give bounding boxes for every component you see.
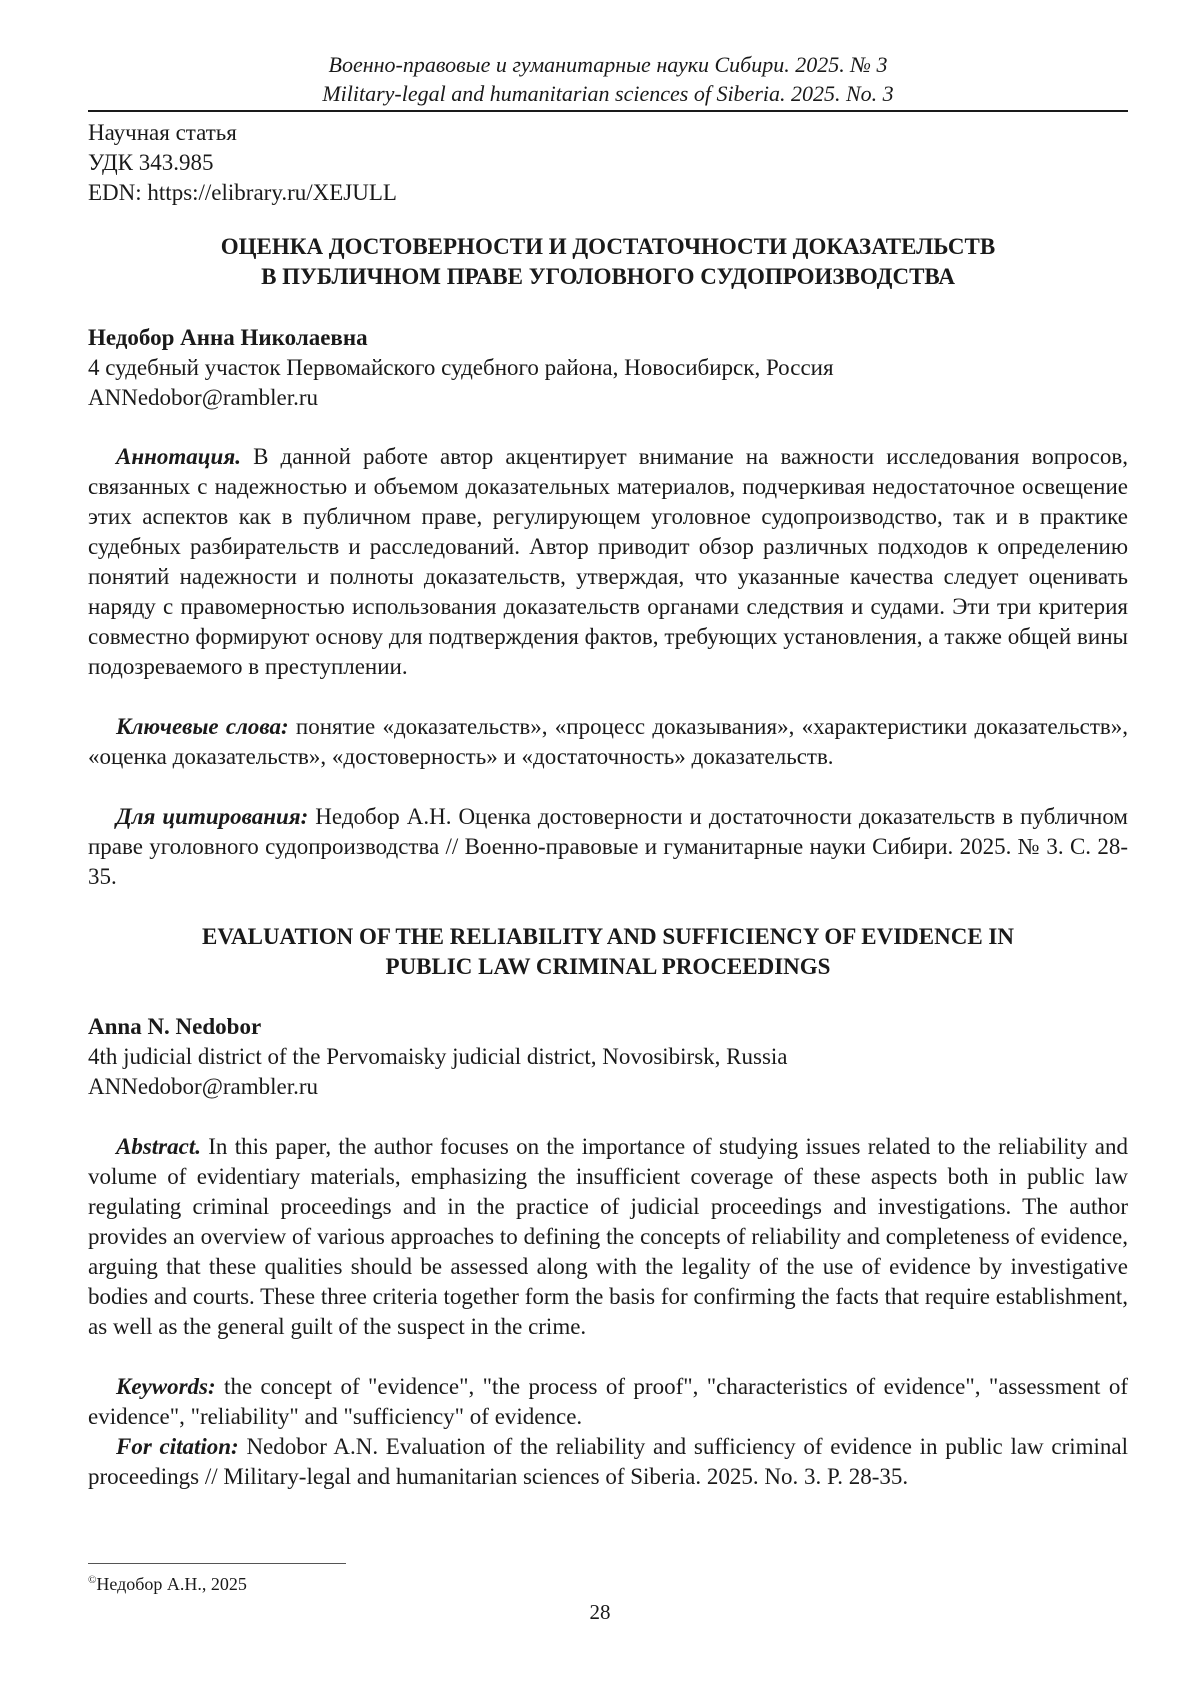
citation-text-ru: Недобор А.Н. Оценка достоверности и достаточности доказательств в публичном праве уголовного судопроизводства // Военно-правовые и гуманитарные науки Сибири. 2025. № 3. С. 28-35. [88, 804, 1128, 889]
abstract-text-ru: В данной работе автор акцентирует внимание на важности исследования вопросов, связанных с надежностью и объемом доказательных материалов, подчеркивая недостаточное освещение этих аспектов как в публичном праве, регулирующем уголовное судопроизводство, так и в практике судебных разбирательств и расследований. Автор приводит обзор различных подходов к определению понятий надежности и полноты доказательств, утверждая, что указанные качества следует оценивать наряду с правомерностью использования доказательств органами следствия и судами. Эти три критерия совместно формируют основу для подтверждения фактов, требующих установления, а также общей вины подозреваемого в преступлении. [88, 444, 1128, 679]
abstract-ru [88, 442, 1128, 682]
article-meta [88, 118, 397, 208]
copyright-text: Недобор А.Н., 2025 [96, 1574, 247, 1594]
header-line-en: Military-legal and humanitarian sciences of Siberia. 2025. No. 3 [322, 81, 894, 106]
email-ru: ANNedobor@rambler.ru [88, 385, 319, 410]
copyright-footnote [88, 1568, 247, 1596]
title-ru-line1: ОЦЕНКА ДОСТОВЕРНОСТИ И ДОСТАТОЧНОСТИ ДОКАЗАТЕЛЬСТВ [220, 234, 996, 259]
edn-link: EDN: https://elibrary.ru/XEJULL [88, 180, 397, 205]
footnote-rule [88, 1563, 346, 1564]
header-rule [88, 110, 1128, 112]
keywords-label-en: Keywords: [116, 1374, 216, 1399]
copyright-mark: © [88, 1574, 97, 1586]
keywords-en [88, 1372, 1128, 1432]
author-block-en [88, 1012, 1128, 1102]
abstract-en [88, 1132, 1128, 1342]
keywords-ru [88, 712, 1128, 772]
author-name-en: Anna N. Nedobor [88, 1014, 262, 1039]
email-en: ANNedobor@rambler.ru [88, 1074, 319, 1099]
running-header [88, 50, 1128, 108]
affiliation-ru: 4 судебный участок Первомайского судебного района, Новосибирск, Россия [88, 355, 834, 380]
title-ru [88, 232, 1128, 292]
article-type: Научная статья [88, 120, 237, 145]
abstract-text-en: In this paper, the author focuses on the importance of studying issues related to the reliability and volume of evidentiary materials, emphasizing the insufficient coverage of these aspects both in public law regulating criminal proceedings and in the practice of judicial proceedings and investigations. The author provides an overview of various approaches to defining the concepts of reliability and completeness of evidence, arguing that these qualities should be assessed along with the legality of the use of evidence by investigative bodies and courts. These three criteria together form the basis for confirming the facts that require establishment, as well as the general guilt of the suspect in the crime. [88, 1134, 1128, 1339]
title-ru-line2: В ПУБЛИЧНОМ ПРАВЕ УГОЛОВНОГО СУДОПРОИЗВОДСТВА [261, 264, 955, 289]
affiliation-en: 4th judicial district of the Pervomaisky judicial district, Novosibirsk, Russia [88, 1044, 788, 1069]
citation-label-en: For citation: [116, 1434, 239, 1459]
citation-label-ru: Для цитирования: [116, 804, 309, 829]
author-name-ru: Недобор Анна Николаевна [88, 325, 368, 350]
abstract-label-en: Abstract. [116, 1134, 201, 1159]
keywords-label-ru: Ключевые слова: [116, 714, 289, 739]
abstract-label-ru: Аннотация. [116, 444, 241, 469]
page-number: 28 [589, 1600, 611, 1624]
citation-en [88, 1432, 1128, 1492]
header-line-ru: Военно-правовые и гуманитарные науки Сибири. 2025. № 3 [328, 52, 888, 77]
title-en-line1: EVALUATION OF THE RELIABILITY AND SUFFICIENCY OF EVIDENCE IN [202, 924, 1014, 949]
citation-ru [88, 802, 1128, 892]
udk-code: УДК 343.985 [88, 150, 214, 175]
keywords-text-ru: понятие «доказательств», «процесс доказывания», «характеристики доказательств», «оценка доказательств», «достоверность» и «достаточность» доказательств. [88, 714, 1128, 769]
author-block-ru [88, 323, 1128, 413]
title-en [88, 922, 1128, 982]
keywords-text-en: the concept of "evidence", "the process of proof", "characteristics of evidence", "assessment of evidence", "reliability" and "sufficiency" of evidence. [88, 1374, 1128, 1429]
citation-text-en: Nedobor A.N. Evaluation of the reliability and sufficiency of evidence in public law criminal proceedings // Military-legal and humanitarian sciences of Siberia. 2025. No. 3. P. 28-35. [88, 1434, 1128, 1489]
title-en-line2: PUBLIC LAW CRIMINAL PROCEEDINGS [385, 954, 831, 979]
